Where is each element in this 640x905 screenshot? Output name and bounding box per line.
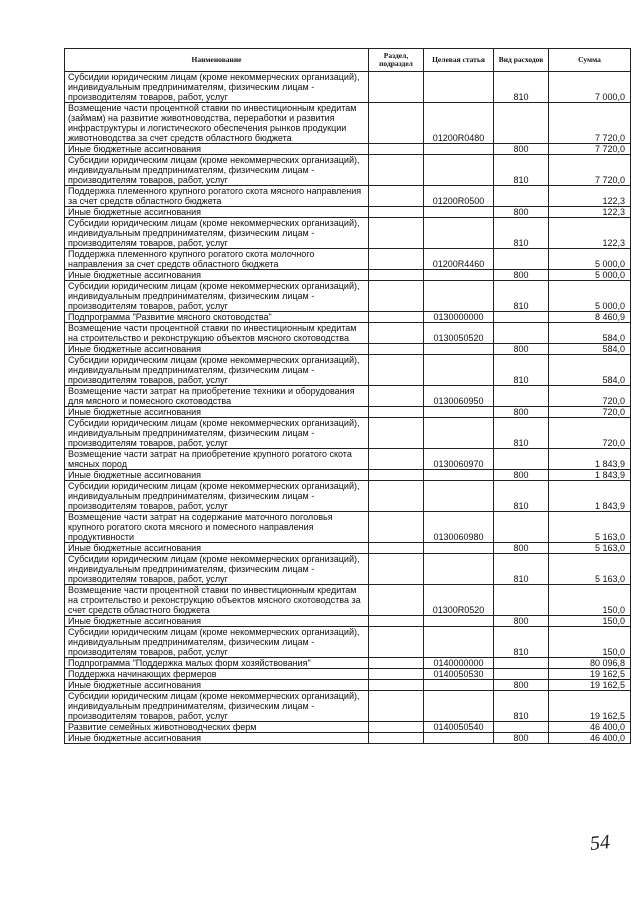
- cell-target-article: [424, 733, 494, 744]
- cell-expense-type: 800: [494, 270, 549, 281]
- table-row: [65, 312, 631, 323]
- cell-amount: 122,3: [549, 207, 631, 218]
- cell-expense-type: 810: [494, 627, 549, 658]
- cell-name: Иные бюджетные ассигнования: [65, 207, 369, 218]
- cell-amount: 1 843,9: [549, 449, 631, 470]
- cell-section: [369, 512, 424, 543]
- table-row: [65, 323, 631, 344]
- cell-section: [369, 344, 424, 355]
- cell-amount: 584,0: [549, 355, 631, 386]
- cell-section: [369, 481, 424, 512]
- table-row: [65, 186, 631, 207]
- cell-target-article: 0140050540: [424, 722, 494, 733]
- cell-expense-type: [494, 669, 549, 680]
- cell-amount: 46 400,0: [549, 722, 631, 733]
- cell-name: Субсидии юридическим лицам (кроме некоммерческих организаций), индивидуальным предпринимателям, физическим лицам - производителям товаров, работ, услуг: [65, 418, 369, 449]
- cell-amount: 5 163,0: [549, 554, 631, 585]
- table-row: [65, 72, 631, 103]
- table-row: [65, 218, 631, 249]
- cell-amount: 720,0: [549, 386, 631, 407]
- table-row: [65, 207, 631, 218]
- cell-name: Возмещение части затрат на содержание маточного поголовья крупного рогатого скота мясного и помесного направления продуктивности: [65, 512, 369, 543]
- cell-name: Иные бюджетные ассигнования: [65, 144, 369, 155]
- table-row: [65, 144, 631, 155]
- cell-section: [369, 323, 424, 344]
- cell-expense-type: 800: [494, 207, 549, 218]
- cell-expense-type: [494, 722, 549, 733]
- cell-section: [369, 722, 424, 733]
- cell-amount: 19 162,5: [549, 680, 631, 691]
- cell-name: Иные бюджетные ассигнования: [65, 733, 369, 744]
- cell-section: [369, 543, 424, 554]
- cell-amount: 80 096,8: [549, 658, 631, 669]
- cell-amount: 720,0: [549, 418, 631, 449]
- cell-amount: 150,0: [549, 616, 631, 627]
- cell-target-article: 0140050530: [424, 669, 494, 680]
- cell-name: Иные бюджетные ассигнования: [65, 680, 369, 691]
- cell-expense-type: [494, 449, 549, 470]
- budget-sheet: [64, 48, 630, 744]
- cell-name: Субсидии юридическим лицам (кроме некоммерческих организаций), индивидуальным предпринимателям, физическим лицам - производителям товаров, работ, услуг: [65, 554, 369, 585]
- cell-target-article: [424, 418, 494, 449]
- cell-section: [369, 144, 424, 155]
- cell-name: Развитие семейных животноводческих ферм: [65, 722, 369, 733]
- cell-name: Иные бюджетные ассигнования: [65, 407, 369, 418]
- cell-amount: 5 163,0: [549, 512, 631, 543]
- cell-name: Подпрограмма "Поддержка малых форм хозяйствования": [65, 658, 369, 669]
- cell-expense-type: [494, 186, 549, 207]
- cell-expense-type: [494, 658, 549, 669]
- cell-name: Иные бюджетные ассигнования: [65, 470, 369, 481]
- cell-amount: 1 843,9: [549, 470, 631, 481]
- table-row: [65, 270, 631, 281]
- cell-amount: 7 720,0: [549, 144, 631, 155]
- cell-expense-type: 810: [494, 72, 549, 103]
- table-row: [65, 669, 631, 680]
- cell-name: Возмещение части затрат на приобретение техники и оборудования для мясного и помесного скотоводства: [65, 386, 369, 407]
- cell-target-article: [424, 72, 494, 103]
- cell-name: Субсидии юридическим лицам (кроме некоммерческих организаций), индивидуальным предпринимателям, физическим лицам - производителям товаров, работ, услуг: [65, 72, 369, 103]
- table-row: [65, 554, 631, 585]
- cell-target-article: [424, 481, 494, 512]
- table-row: [65, 103, 631, 144]
- cell-target-article: [424, 627, 494, 658]
- cell-amount: 5 000,0: [549, 249, 631, 270]
- cell-amount: 122,3: [549, 186, 631, 207]
- table-row: [65, 512, 631, 543]
- table-body: [65, 72, 631, 744]
- cell-amount: 122,3: [549, 218, 631, 249]
- cell-section: [369, 207, 424, 218]
- cell-target-article: [424, 144, 494, 155]
- cell-amount: 5 163,0: [549, 543, 631, 554]
- cell-name: Подпрограмма "Развитие мясного скотоводства": [65, 312, 369, 323]
- cell-section: [369, 355, 424, 386]
- cell-expense-type: 810: [494, 218, 549, 249]
- cell-target-article: [424, 407, 494, 418]
- cell-amount: 8 460,9: [549, 312, 631, 323]
- cell-target-article: [424, 155, 494, 186]
- cell-target-article: 0130050520: [424, 323, 494, 344]
- cell-section: [369, 616, 424, 627]
- cell-name: Иные бюджетные ассигнования: [65, 616, 369, 627]
- cell-name: Субсидии юридическим лицам (кроме некоммерческих организаций), индивидуальным предпринимателям, физическим лицам - производителям товаров, работ, услуг: [65, 218, 369, 249]
- cell-target-article: [424, 270, 494, 281]
- cell-expense-type: 800: [494, 616, 549, 627]
- cell-name: Субсидии юридическим лицам (кроме некоммерческих организаций), индивидуальным предпринимателям, физическим лицам - производителям товаров, работ, услуг: [65, 281, 369, 312]
- table-row: [65, 722, 631, 733]
- cell-name: Субсидии юридическим лицам (кроме некоммерческих организаций), индивидуальным предпринимателям, физическим лицам - производителям товаров, работ, услуг: [65, 627, 369, 658]
- cell-name: Возмещение части процентной ставки по инвестиционным кредитам (займам) на развитие животноводства, переработки и развития инфраструктуры и логистического обеспечения рынков продукции животноводства за счет средств областного бюджета: [65, 103, 369, 144]
- cell-name: Иные бюджетные ассигнования: [65, 270, 369, 281]
- cell-section: [369, 386, 424, 407]
- cell-name: Возмещение части процентной ставки по инвестиционным кредитам на строительство и реконструкцию объектов мясного скотоводства за счет средств областного бюджета: [65, 585, 369, 616]
- cell-expense-type: [494, 585, 549, 616]
- cell-target-article: 0130060970: [424, 449, 494, 470]
- cell-expense-type: [494, 249, 549, 270]
- table-row: [65, 616, 631, 627]
- cell-section: [369, 691, 424, 722]
- cell-name: Субсидии юридическим лицам (кроме некоммерческих организаций), индивидуальным предпринимателям, физическим лицам - производителям товаров, работ, услуг: [65, 155, 369, 186]
- table-row: [65, 386, 631, 407]
- cell-section: [369, 281, 424, 312]
- cell-name: Возмещение части процентной ставки по инвестиционным кредитам на строительство и реконструкцию объектов мясного скотоводства: [65, 323, 369, 344]
- cell-target-article: 0140000000: [424, 658, 494, 669]
- cell-section: [369, 627, 424, 658]
- cell-name: Иные бюджетные ассигнования: [65, 344, 369, 355]
- cell-section: [369, 680, 424, 691]
- cell-expense-type: 800: [494, 543, 549, 554]
- cell-target-article: [424, 691, 494, 722]
- cell-target-article: 0130060980: [424, 512, 494, 543]
- cell-expense-type: 810: [494, 418, 549, 449]
- cell-expense-type: 800: [494, 733, 549, 744]
- table-row: [65, 680, 631, 691]
- table-row: [65, 627, 631, 658]
- cell-amount: 5 000,0: [549, 270, 631, 281]
- cell-amount: 7 000,0: [549, 72, 631, 103]
- cell-amount: 1 843,9: [549, 481, 631, 512]
- cell-name: Иные бюджетные ассигнования: [65, 543, 369, 554]
- cell-name: Субсидии юридическим лицам (кроме некоммерческих организаций), индивидуальным предпринимателям, физическим лицам - производителям товаров, работ, услуг: [65, 481, 369, 512]
- cell-target-article: [424, 218, 494, 249]
- cell-name: Поддержка племенного крупного рогатого скота мясного направления за счет средств областного бюджета: [65, 186, 369, 207]
- cell-section: [369, 669, 424, 680]
- cell-amount: 19 162,5: [549, 669, 631, 680]
- table-row: [65, 658, 631, 669]
- cell-section: [369, 155, 424, 186]
- table-row: [65, 281, 631, 312]
- cell-name: Поддержка начинающих фермеров: [65, 669, 369, 680]
- cell-amount: 7 720,0: [549, 155, 631, 186]
- cell-section: [369, 658, 424, 669]
- cell-target-article: [424, 355, 494, 386]
- table-header-row: [65, 49, 631, 72]
- cell-section: [369, 449, 424, 470]
- table-row: [65, 355, 631, 386]
- cell-section: [369, 733, 424, 744]
- cell-target-article: 0130060950: [424, 386, 494, 407]
- cell-target-article: 01200R0480: [424, 103, 494, 144]
- budget-table: [64, 48, 631, 744]
- table-row: [65, 470, 631, 481]
- cell-section: [369, 103, 424, 144]
- cell-target-article: 01200R4460: [424, 249, 494, 270]
- cell-expense-type: [494, 323, 549, 344]
- cell-target-article: [424, 207, 494, 218]
- cell-section: [369, 585, 424, 616]
- header-name: Наименование: [65, 49, 369, 72]
- header-expense-type: Вид расходов: [494, 49, 549, 72]
- cell-target-article: [424, 470, 494, 481]
- cell-section: [369, 72, 424, 103]
- cell-section: [369, 218, 424, 249]
- cell-section: [369, 554, 424, 585]
- header-amount: Сумма: [549, 49, 631, 72]
- cell-section: [369, 418, 424, 449]
- cell-expense-type: [494, 512, 549, 543]
- cell-expense-type: 810: [494, 355, 549, 386]
- table-row: [65, 691, 631, 722]
- cell-section: [369, 270, 424, 281]
- cell-amount: 46 400,0: [549, 733, 631, 744]
- cell-target-article: 0130000000: [424, 312, 494, 323]
- cell-amount: 150,0: [549, 585, 631, 616]
- cell-expense-type: [494, 312, 549, 323]
- cell-target-article: [424, 616, 494, 627]
- table-row: [65, 155, 631, 186]
- cell-name: Поддержка племенного крупного рогатого скота молочного направления за счет средств областного бюджета: [65, 249, 369, 270]
- cell-section: [369, 249, 424, 270]
- cell-section: [369, 470, 424, 481]
- cell-expense-type: 800: [494, 470, 549, 481]
- table-row: [65, 407, 631, 418]
- cell-expense-type: 810: [494, 481, 549, 512]
- cell-target-article: [424, 554, 494, 585]
- cell-target-article: [424, 344, 494, 355]
- cell-target-article: 01200R0500: [424, 186, 494, 207]
- cell-amount: 584,0: [549, 344, 631, 355]
- table-row: [65, 418, 631, 449]
- cell-name: Субсидии юридическим лицам (кроме некоммерческих организаций), индивидуальным предпринимателям, физическим лицам - производителям товаров, работ, услуг: [65, 355, 369, 386]
- table-row: [65, 543, 631, 554]
- cell-target-article: [424, 680, 494, 691]
- cell-expense-type: 810: [494, 691, 549, 722]
- cell-section: [369, 407, 424, 418]
- header-target-article: Целевая статья: [424, 49, 494, 72]
- cell-name: Субсидии юридическим лицам (кроме некоммерческих организаций), индивидуальным предпринимателям, физическим лицам - производителям товаров, работ, услуг: [65, 691, 369, 722]
- table-row: [65, 585, 631, 616]
- cell-target-article: [424, 281, 494, 312]
- cell-expense-type: 810: [494, 554, 549, 585]
- header-section: Раздел, подраздел: [369, 49, 424, 72]
- cell-amount: 7 720,0: [549, 103, 631, 144]
- cell-expense-type: 800: [494, 144, 549, 155]
- cell-expense-type: [494, 103, 549, 144]
- table-row: [65, 733, 631, 744]
- cell-amount: 720,0: [549, 407, 631, 418]
- table-row: [65, 344, 631, 355]
- cell-section: [369, 312, 424, 323]
- cell-expense-type: [494, 386, 549, 407]
- table-row: [65, 449, 631, 470]
- page-number: 54: [588, 831, 612, 855]
- cell-amount: 150,0: [549, 627, 631, 658]
- cell-target-article: [424, 543, 494, 554]
- cell-expense-type: 810: [494, 155, 549, 186]
- cell-expense-type: 800: [494, 680, 549, 691]
- table-row: [65, 481, 631, 512]
- cell-amount: 5 000,0: [549, 281, 631, 312]
- cell-amount: 584,0: [549, 323, 631, 344]
- cell-target-article: 01300R0520: [424, 585, 494, 616]
- cell-amount: 19 162,5: [549, 691, 631, 722]
- cell-section: [369, 186, 424, 207]
- cell-expense-type: 800: [494, 407, 549, 418]
- cell-name: Возмещение части затрат на приобретение крупного рогатого скота мясных пород: [65, 449, 369, 470]
- cell-expense-type: 800: [494, 344, 549, 355]
- cell-expense-type: 810: [494, 281, 549, 312]
- table-row: [65, 249, 631, 270]
